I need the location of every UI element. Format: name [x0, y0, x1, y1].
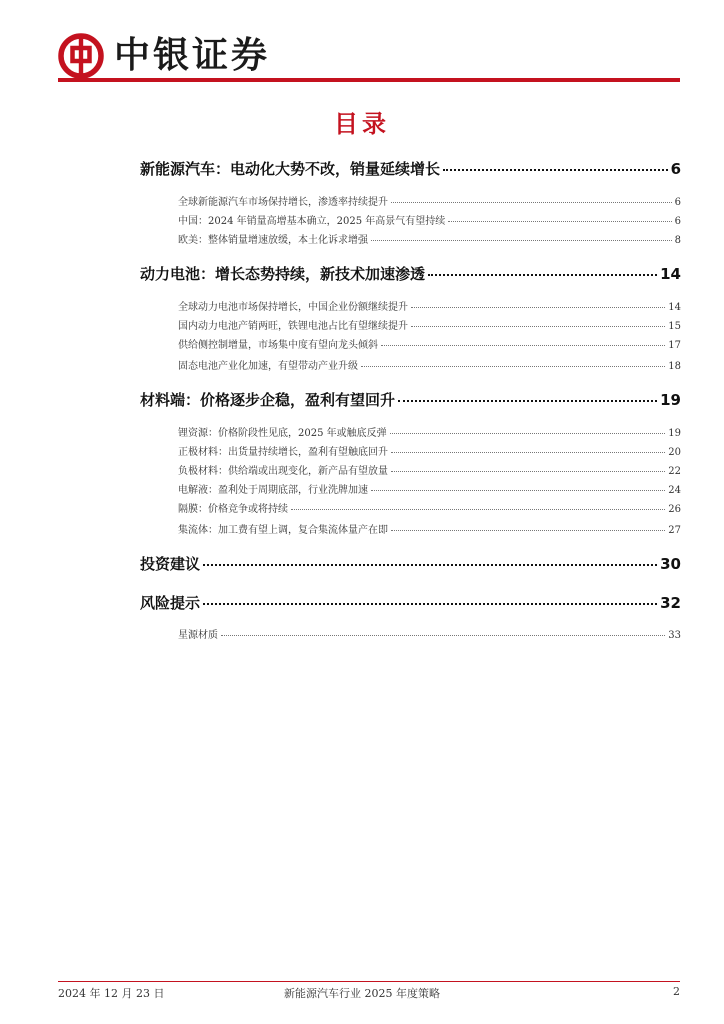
- toc-section-entry[interactable]: [178, 424, 681, 439]
- dot-leader: [391, 202, 672, 203]
- dot-leader: [371, 240, 672, 241]
- toc-entry-page-number: 24: [668, 485, 681, 496]
- toc-chapter-entry[interactable]: [140, 553, 681, 574]
- toc-section-entry[interactable]: [178, 193, 681, 208]
- dot-leader: [221, 635, 665, 636]
- bank-of-china-logo-icon: [58, 33, 104, 79]
- toc-entry-page-number: 33: [668, 630, 681, 641]
- dot-leader: [398, 400, 657, 402]
- dot-leader: [291, 509, 665, 510]
- toc-entry-label: 隔膜：价格竞争或将持续: [178, 504, 288, 515]
- toc-section-entry[interactable]: [178, 231, 681, 246]
- toc-entry-label: 全球动力电池市场保持增长，中国企业份额继续提升: [178, 302, 408, 313]
- toc-chapter-entry[interactable]: [140, 158, 681, 179]
- toc-chapter-entry[interactable]: [140, 592, 681, 613]
- toc-entry-label: 投资建议: [140, 555, 201, 573]
- footer-page-number: 2: [673, 985, 680, 998]
- toc-entry-page-number: 27: [668, 525, 681, 536]
- toc-section-entry[interactable]: [178, 298, 681, 313]
- toc-section-entry[interactable]: [178, 626, 681, 641]
- toc-entry-label: 新能源汽车：电动化大势不改，销量延续增长: [140, 160, 441, 178]
- toc-entry-page-number: 30: [660, 555, 681, 573]
- toc-entry-label: 动力电池：增长态势持续，新技术加速渗透: [140, 265, 426, 283]
- footer-date: 2024 年 12 月 23 日: [58, 987, 165, 1000]
- footer-document-title: 新能源汽车行业 2025 年度策略: [284, 987, 440, 1000]
- toc-entry-page-number: 8: [674, 235, 681, 246]
- toc-entry-label: 集流体：加工费有望上调，复合集流体量产在即: [178, 525, 388, 536]
- toc-entry-label: 全球新能源汽车市场保持增长，渗透率持续提升: [178, 197, 388, 208]
- toc-entry-label: 锂资源：价格阶段性见底，2025 年或触底反弹: [178, 428, 387, 439]
- toc-entry-page-number: 19: [660, 391, 681, 409]
- toc-entry-page-number: 19: [668, 428, 681, 439]
- toc-entry-label: 国内动力电池产销两旺，铁锂电池占比有望继续提升: [178, 321, 408, 332]
- toc-entry-page-number: 32: [660, 594, 681, 612]
- dot-leader: [203, 603, 657, 605]
- dot-leader: [390, 433, 666, 434]
- toc-entry-page-number: 6: [674, 197, 681, 208]
- toc-entry-page-number: 20: [668, 447, 681, 458]
- dot-leader: [411, 326, 665, 327]
- toc-entry-label: 供给侧控制增量，市场集中度有望向龙头倾斜: [178, 340, 378, 351]
- toc-entry-page-number: 26: [668, 504, 681, 515]
- footer-divider: [58, 981, 680, 982]
- toc-section-entry[interactable]: [178, 500, 681, 515]
- dot-leader: [203, 564, 657, 566]
- toc-chapter-entry[interactable]: [140, 263, 681, 284]
- dot-leader: [391, 530, 665, 531]
- toc-section-entry[interactable]: [178, 481, 681, 496]
- toc-entry-page-number: 6: [674, 216, 681, 227]
- toc-section-entry[interactable]: [178, 336, 681, 351]
- dot-leader: [381, 345, 665, 346]
- dot-leader: [411, 307, 665, 308]
- toc-entry-label: 负极材料：供给端或出现变化，新产品有望放量: [178, 466, 388, 477]
- page-title: 目录: [334, 110, 390, 138]
- toc-entry-page-number: 22: [668, 466, 681, 477]
- header-divider: [58, 78, 680, 82]
- toc-section-entry[interactable]: [178, 212, 681, 227]
- toc-entry-page-number: 18: [668, 361, 681, 372]
- toc-entry-label: 电解液：盈利处于周期底部，行业洗牌加速: [178, 485, 368, 496]
- toc-section-entry[interactable]: [178, 462, 681, 477]
- dot-leader: [443, 169, 668, 171]
- dot-leader: [428, 274, 657, 276]
- brand-name: 中银证券: [114, 35, 271, 76]
- toc-entry-label: 固态电池产业化加速，有望带动产业升级: [178, 361, 358, 372]
- toc-section-entry[interactable]: [178, 317, 681, 332]
- dot-leader: [448, 221, 671, 222]
- toc-entry-page-number: 14: [668, 302, 681, 313]
- dot-leader: [391, 452, 665, 453]
- toc-entry-label: 风险提示: [140, 594, 201, 612]
- toc-section-entry[interactable]: [178, 357, 681, 372]
- toc-entry-page-number: 15: [668, 321, 681, 332]
- toc-entry-label: 中国：2024 年销量高增基本确立，2025 年高景气有望持续: [178, 216, 446, 227]
- toc-entry-label: 正极材料：出货量持续增长，盈利有望触底回升: [178, 447, 388, 458]
- dot-leader: [371, 490, 665, 491]
- toc-entry-label: 星源材质: [178, 630, 218, 641]
- toc-chapter-entry[interactable]: [140, 389, 681, 410]
- toc-entry-page-number: 14: [660, 265, 681, 283]
- toc-entry-page-number: 17: [668, 340, 681, 351]
- toc-section-entry[interactable]: [178, 443, 681, 458]
- toc-entry-label: 欧美：整体销量增速放缓，本土化诉求增强: [178, 235, 368, 246]
- toc-entry-label: 材料端：价格逐步企稳，盈利有望回升: [140, 391, 396, 409]
- toc-entry-page-number: 6: [670, 160, 681, 178]
- dot-leader: [391, 471, 665, 472]
- report-header: [58, 32, 680, 82]
- toc-section-entry[interactable]: [178, 521, 681, 536]
- dot-leader: [361, 366, 665, 367]
